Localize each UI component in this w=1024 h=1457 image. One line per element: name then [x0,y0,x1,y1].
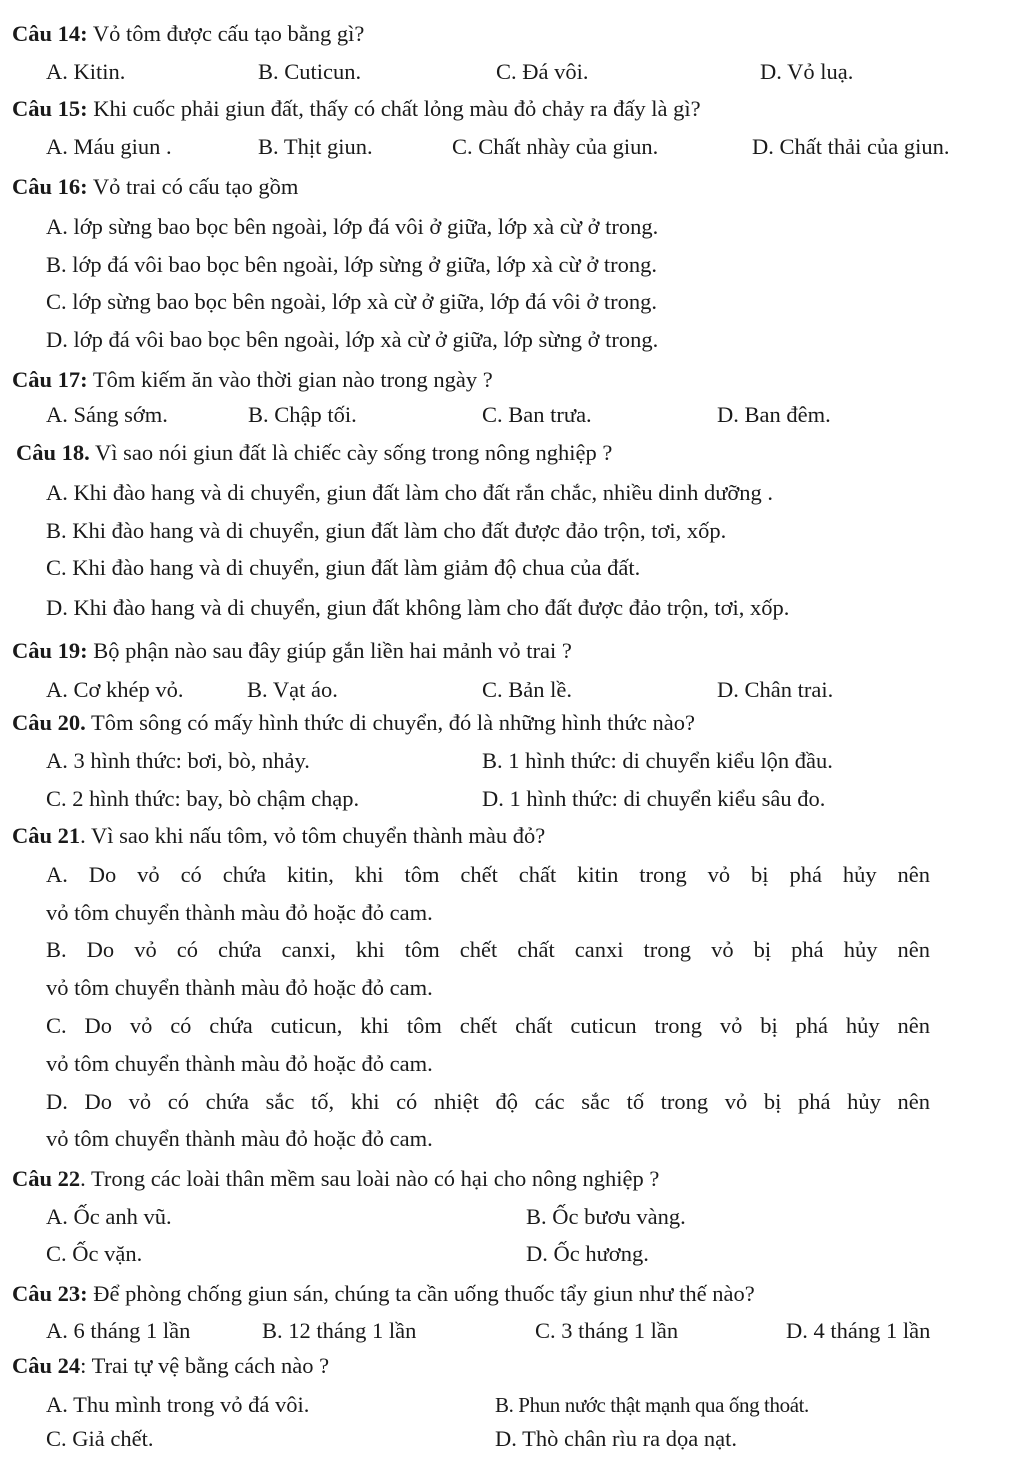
question-22 [12,1161,1024,1197]
option-a[interactable]: A. 6 tháng 1 lần [46,1318,191,1343]
option-b[interactable]: B. Phun nước thật mạnh qua ống thoát. [495,1393,809,1417]
option-c[interactable]: C. Bản lề. [482,677,572,702]
question-16 [12,169,1024,205]
option-text: D. Khi đào hang và di chuyển, giun đất không làm cho đất được đảo trộn, tơi, xốp. [46,595,790,620]
option-b[interactable]: B. Cuticun. [258,59,362,84]
question-15 [12,91,1024,127]
option-d[interactable] [0,322,1024,358]
question-text: Khi cuốc phải giun đất, thấy có chất lỏng màu đỏ chảy ra đấy là gì? [87,96,701,121]
options-row [0,1421,1024,1457]
option-a[interactable] [0,209,1024,245]
option-d[interactable]: D. Ốc hương. [526,1241,649,1266]
option-a[interactable]: A. Cơ khép vỏ. [46,677,184,702]
option-a[interactable]: A. Máu giun . [46,134,172,159]
option-d[interactable] [0,590,1024,626]
option-b[interactable] [0,247,1024,283]
option-b[interactable]: B. Chập tối. [248,402,357,427]
option-b[interactable]: B. Thịt giun. [258,134,373,159]
option-c[interactable]: C. Giả chết. [46,1426,154,1451]
options-row [0,1387,1024,1423]
option-text: A. Do vỏ có chứa kitin, khi tôm chết chất kitin trong vỏ bị phá hủy nên [46,862,930,887]
option-a[interactable] [0,475,1024,511]
option-text-cont: vỏ tôm chuyển thành màu đỏ hoặc đỏ cam. [46,1051,433,1076]
option-text: A. lớp sừng bao bọc bên ngoài, lớp đá vôi ở giữa, lớp xà cừ ở trong. [46,214,659,239]
option-a[interactable]: A. 3 hình thức: bơi, bò, nhảy. [46,748,310,773]
question-number: Câu 15: [12,96,88,121]
option-b[interactable]: B. Ốc bươu vàng. [526,1204,686,1229]
question-text: Vì sao nói giun đất là chiếc cày sống trong nông nghiệp ? [89,440,613,465]
question-23 [12,1276,1024,1312]
options-row [0,1236,1024,1272]
options-row [0,672,1024,708]
option-text-cont: vỏ tôm chuyển thành màu đỏ hoặc đỏ cam. [46,975,433,1000]
question-text: : Trai tự vệ bằng cách nào ? [80,1353,330,1378]
option-text: C. Do vỏ có chứa cuticun, khi tôm chết chất cuticun trong vỏ bị phá hủy nên [46,1013,930,1038]
option-d[interactable]: D. Ban đêm. [717,402,831,427]
options-row [0,54,1024,90]
option-c[interactable] [0,284,1024,320]
option-b[interactable] [0,513,1024,549]
question-text: Để phòng chống giun sán, chúng ta cần uống thuốc tẩy giun như thế nào? [87,1281,755,1306]
question-number: Câu 18. [16,440,90,465]
question-17 [12,362,1024,398]
option-c[interactable]: C. Đá vôi. [496,59,589,84]
option-b[interactable]: B. 1 hình thức: di chuyển kiểu lộn đầu. [482,748,833,773]
question-number: Câu 16: [12,174,88,199]
option-c[interactable]: C. 3 tháng 1 lần [535,1318,679,1343]
question-20 [12,705,1024,741]
option-c[interactable]: C. Chất nhày của giun. [452,134,659,159]
option-c[interactable] [0,550,1024,586]
options-row [0,129,1024,165]
options-row [0,397,1024,433]
question-18 [16,435,1024,471]
option-text: C. Khi đào hang và di chuyển, giun đất làm giảm độ chua của đất. [46,555,641,580]
option-a[interactable]: A. Sáng sớm. [46,402,168,427]
option-text: B. Khi đào hang và di chuyển, giun đất làm cho đất được đảo trộn, tơi, xốp. [46,518,727,543]
option-d[interactable]: D. 4 tháng 1 lần [786,1318,931,1343]
option-d[interactable]: D. Vỏ luạ. [760,59,854,84]
option-text: B. Do vỏ có chứa canxi, khi tôm chết chất canxi trong vỏ bị phá hủy nên [46,937,930,962]
option-text: D. lớp đá vôi bao bọc bên ngoài, lớp xà cừ ở giữa, lớp sừng ở trong. [46,327,659,352]
question-number: Câu 14: [12,21,88,46]
option-text: D. Do vỏ có chứa sắc tố, khi có nhiệt độ các sắc tố trong vỏ bị phá hủy nên [46,1089,930,1114]
option-b[interactable]: B. Vạt áo. [247,677,338,702]
question-21 [12,818,1024,854]
options-row [0,743,1024,779]
question-19 [12,633,1024,669]
option-text-cont: vỏ tôm chuyển thành màu đỏ hoặc đỏ cam. [46,1126,433,1151]
question-text: Bộ phận nào sau đây giúp gắn liền hai mảnh vỏ trai ? [87,638,572,663]
question-number: Câu 19: [12,638,88,663]
option-b[interactable]: B. 12 tháng 1 lần [262,1318,417,1343]
question-text: Tôm sông có mấy hình thức di chuyển, đó là những hình thức nào? [85,710,695,735]
question-text: Tôm kiếm ăn vào thời gian nào trong ngày ? [87,367,493,392]
question-24 [12,1348,1024,1384]
option-a[interactable]: A. Kitin. [46,59,126,84]
option-d[interactable]: D. Chân trai. [717,677,834,702]
question-text: Vỏ trai có cấu tạo gồm [87,174,299,199]
question-text: . Trong các loài thân mềm sau loài nào có hại cho nông nghiệp ? [80,1166,660,1191]
option-text-cont: vỏ tôm chuyển thành màu đỏ hoặc đỏ cam. [46,900,433,925]
option-d[interactable]: D. 1 hình thức: di chuyển kiểu sâu đo. [482,786,826,811]
question-number: Câu 23: [12,1281,88,1306]
option-d[interactable]: D. Thò chân rìu ra dọa nạt. [495,1426,738,1451]
question-number: Câu 17: [12,367,88,392]
question-number: Câu 24 [12,1353,81,1378]
options-row [0,1199,1024,1235]
option-c[interactable]: C. 2 hình thức: bay, bò chậm chạp. [46,786,360,811]
option-a[interactable]: A. Thu mình trong vỏ đá vôi. [46,1392,310,1417]
question-text: Vỏ tôm được cấu tạo bằng gì? [87,21,365,46]
option-a[interactable]: A. Ốc anh vũ. [46,1204,172,1229]
option-text: B. lớp đá vôi bao bọc bên ngoài, lớp sừng ở giữa, lớp xà cừ ở trong. [46,252,657,277]
option-c[interactable]: C. Ốc vặn. [46,1241,143,1266]
options-row [0,781,1024,817]
option-c[interactable]: C. Ban trưa. [482,402,592,427]
question-number: Câu 20. [12,710,86,735]
question-number: Câu 21 [12,823,81,848]
question-number: Câu 22 [12,1166,81,1191]
question-text: . Vì sao khi nấu tôm, vỏ tôm chuyển thành màu đỏ? [80,823,546,848]
options-row [0,1313,1024,1349]
option-d[interactable]: D. Chất thải của giun. [752,134,950,159]
option-text: C. lớp sừng bao bọc bên ngoài, lớp xà cừ ở giữa, lớp đá vôi ở trong. [46,289,657,314]
question-14 [12,16,1024,52]
option-text: A. Khi đào hang và di chuyển, giun đất làm cho đất rắn chắc, nhiều dinh dưỡng . [46,480,774,505]
